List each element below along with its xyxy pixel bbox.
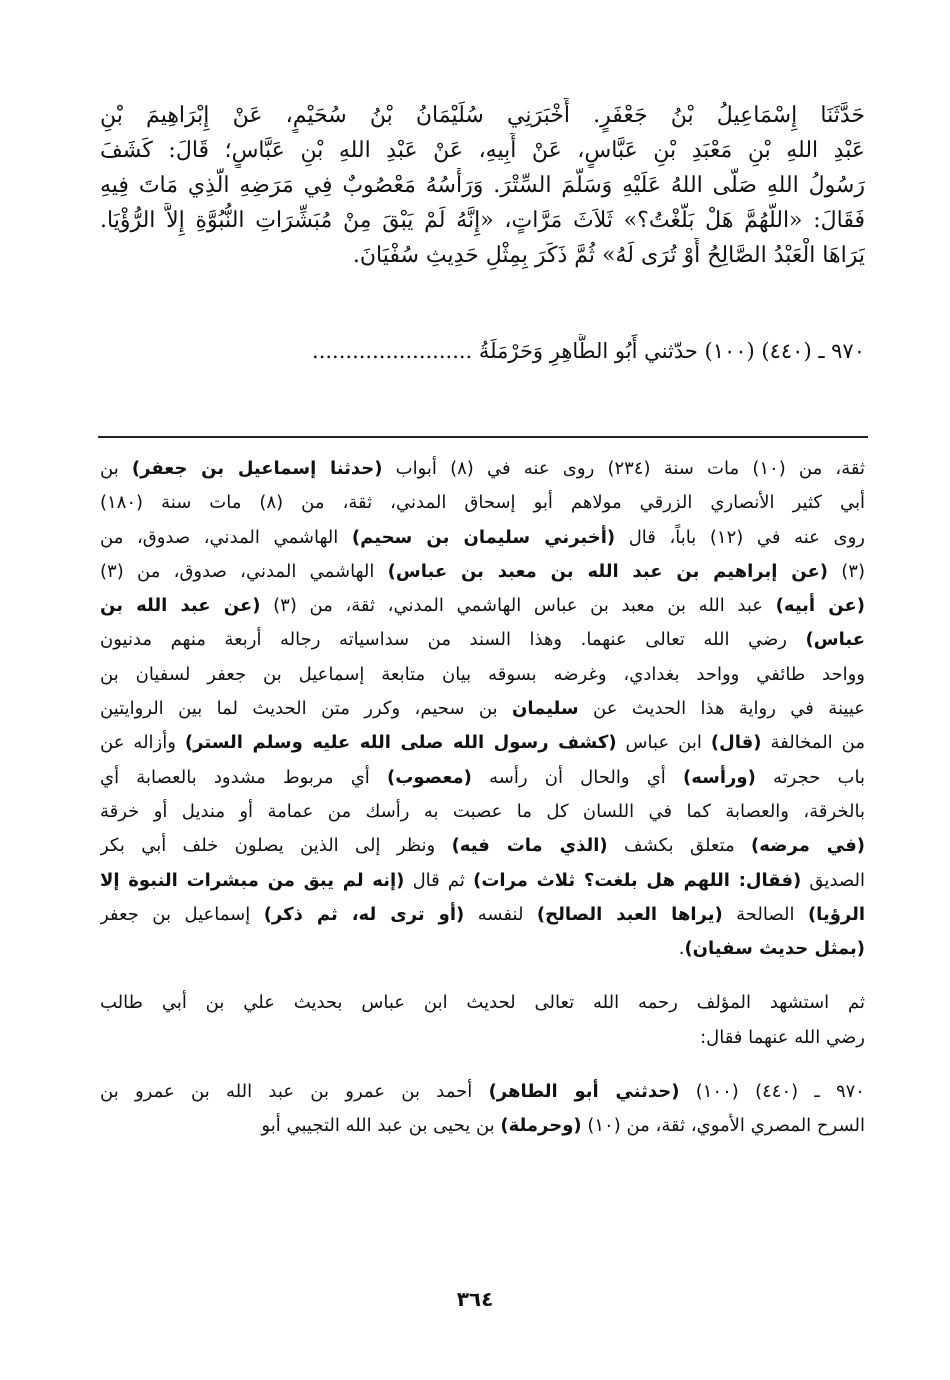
bold-quoted-text: (حدثنا إسماعيل بن جعفر) — [131, 458, 383, 479]
paragraph — [100, 452, 865, 966]
bold-quoted-text: (أو ترى له، ثم ذكر) — [263, 903, 465, 925]
text-segment: رضي الله عنهما فقال: — [700, 1026, 865, 1048]
text-segment: الهاشمي المدني، صدوق، من (٣) — [100, 560, 388, 582]
text-segment: ابن عباس — [616, 732, 711, 754]
text-segment: من المخالفة — [761, 732, 865, 754]
bold-quoted-text: (الذي مات فيه) — [451, 835, 608, 857]
text-line — [100, 986, 865, 1020]
bold-quoted-text: (قال) — [710, 732, 762, 754]
bold-quoted-text: (إنه لم يبق من مبشرات النبوة إلا — [100, 869, 405, 891]
text-segment: أبي كثير الأنصاري الزرقي مولاهم أبو إسحاق المدني، ثقة، من (٨) مات سنة (١٨٠) — [100, 492, 865, 514]
bold-quoted-text: عباس) — [805, 629, 865, 651]
text-line — [100, 486, 865, 520]
text-segment: روى عنه في (١٢) باباً، قال — [615, 526, 865, 548]
text-segment: ٩٧٠ ـ (٤٤٠) (١٠٠) — [679, 1081, 865, 1103]
text-segment: حَدَّثَنَا إِسْمَاعِيلُ بْنُ جَعْفَرٍ. أَخْبَرَنِي سُلَيْمَانُ بْنُ سُحَيْمٍ، عَنْ إِبْرَاهِيمَ بْنِ — [100, 103, 865, 128]
bold-quoted-text: (عن إبراهيم بن عبد الله بن معبد بن عباس) — [387, 560, 828, 582]
paragraph — [100, 98, 865, 273]
text-line — [100, 555, 865, 589]
text-segment: أي والحال أن رأسه — [471, 766, 684, 788]
bold-quoted-text: (أخبرني سليمان بن سحيم) — [351, 526, 616, 548]
bold-quoted-text: (يراها العبد الصالح) — [536, 903, 723, 925]
text-segment: عبد الله بن معبد بن عباس الهاشمي المدني، ثقة، من (٣) — [260, 595, 776, 617]
bold-quoted-text: الرؤيا) — [807, 903, 865, 925]
text-line — [100, 623, 865, 657]
text-line — [100, 334, 865, 369]
text-segment: الهاشمي المدني، صدوق، من — [100, 526, 352, 548]
text-segment: وأزاله عن — [100, 732, 185, 754]
bold-quoted-text: سليمان — [512, 698, 579, 720]
text-segment: (٣) — [827, 560, 865, 582]
text-segment: يَرَاهَا الْعَبْدُ الصَّالِحُ أَوْ تُرَى لَهُ» ثُمَّ ذَكَرَ بِمِثْلِ حَدِيثِ سُفْيَانَ. — [352, 243, 865, 268]
text-segment: أي مربوط مشدود بالعصابة أي — [100, 766, 388, 788]
text-segment: بن — [100, 458, 132, 479]
commentary-text — [100, 452, 865, 1164]
text-segment: ٩٧٠ ـ (٤٤٠) (١٠٠) حدّثني أَبُو الطَّاهِرِ وَحَرْمَلَةُ ........................ — [312, 339, 865, 363]
bold-quoted-text: (عن عبد الله بن — [100, 595, 261, 617]
text-line — [100, 203, 865, 238]
text-segment: إسماعيل بن جعفر — [100, 903, 264, 925]
text-segment: متعلق بكشف — [607, 835, 752, 857]
bold-quoted-text: (حدثني أبو الطاهر) — [488, 1081, 680, 1103]
page-number: ٣٦٤ — [456, 1287, 494, 1311]
hadith-text — [100, 98, 865, 293]
text-segment: الصديق — [801, 869, 865, 891]
text-line — [100, 589, 865, 623]
text-line — [100, 1021, 865, 1055]
text-line — [100, 932, 865, 966]
text-segment: . — [678, 938, 685, 960]
text-segment: بالخرقة، والعصابة كما في اللسان كل ما عصبت به رأسك من عمامة أو منديل أو خرقة — [100, 800, 865, 822]
bold-quoted-text: (في مرضه) — [751, 835, 865, 857]
text-line — [100, 829, 865, 863]
text-segment: عيينة في رواية هذا الحديث عن — [578, 698, 865, 720]
text-line — [100, 133, 865, 168]
text-segment: باب حجرته — [755, 766, 865, 788]
text-line — [100, 98, 865, 133]
text-line — [100, 726, 865, 760]
text-segment: السرح المصري الأموي، ثقة، من (١٠) — [581, 1115, 865, 1137]
text-segment: لنفسه — [464, 903, 537, 925]
text-segment: بن سحيم، وكرر متن الحديث لما بين الروايتين — [100, 698, 512, 720]
text-segment: ثقة، من (١٠) مات سنة (٢٣٤) روى عنه في (٨) أبواب — [382, 458, 865, 479]
bold-quoted-text: (فقال: اللهم هل بلغت؟ ثلاث مرات) — [473, 869, 802, 891]
text-segment: ونظر إلى الذين يصلون خلف أبي بكر — [100, 835, 452, 857]
footnote-divider — [98, 436, 868, 438]
text-segment: وواحد طائفي وواحد بغدادي، وغرضه بسوقه بيان متابعة إسماعيل بن جعفر لسفيان بن — [100, 663, 865, 685]
text-line — [100, 761, 865, 795]
text-line — [100, 898, 865, 932]
paragraph — [100, 334, 865, 369]
text-line — [100, 864, 865, 898]
text-line — [100, 452, 865, 486]
text-segment: أحمد بن عمرو بن عبد الله بن عمرو بن — [100, 1081, 489, 1103]
bold-quoted-text: (كشف رسول الله صلى الله عليه وسلم الستر) — [184, 732, 617, 754]
text-line — [100, 521, 865, 555]
bold-quoted-text: (عن أبيه) — [775, 595, 865, 617]
text-segment: رَسُولُ اللهِ صَلَّى اللهُ عَلَيْهِ وَسَلَّمَ السِّتْرَ. وَرَأْسُهُ مَعْصُوبٌ فِي مَرَضِهِ الَّذِي مَاتَ فِيهِ — [100, 173, 865, 198]
bold-quoted-text: (معصوب) — [387, 766, 472, 788]
bold-quoted-text: (وحرملة) — [500, 1115, 582, 1137]
text-line — [100, 795, 865, 829]
bold-quoted-text: (ورأسه) — [683, 766, 756, 788]
next-hadith-heading — [100, 334, 865, 389]
text-line — [100, 168, 865, 203]
text-line — [100, 1075, 865, 1109]
paragraph — [100, 1075, 865, 1144]
text-line — [100, 692, 865, 726]
text-segment: عَبْدِ اللهِ بْنِ مَعْبَدِ بْنِ عَبَّاسٍ، عَنْ أَبِيهِ، عَنْ عَبْدِ اللهِ بْنِ عَبَّاسٍ؛ قَالَ: كَشَفَ — [100, 138, 865, 163]
bold-quoted-text: (بمثل حديث سفيان) — [684, 938, 865, 960]
paragraph — [100, 986, 865, 1055]
text-segment: بن يحيى بن عبد الله التجيبي أبو — [261, 1115, 501, 1137]
text-segment: الصالحة — [722, 903, 808, 925]
text-line — [100, 1109, 865, 1143]
text-segment: فَقَالَ: «اللَّهُمَّ هَلْ بَلَّغْتُ؟» ثَلاَثَ مَرَّاتٍ، «إِنَّهُ لَمْ يَبْقَ مِنْ مُبَشِّرَاتِ النُّبُوَّةِ إِلاَّ الرُّؤْيَا. — [100, 208, 865, 233]
text-segment: ثم قال — [404, 869, 474, 891]
text-line — [100, 238, 865, 273]
text-segment: رضي الله تعالى عنهما. وهذا السند من سداسياته رجاله أربعة منهم مدنيون — [100, 629, 806, 651]
text-line — [100, 658, 865, 692]
text-segment: ثم استشهد المؤلف رحمه الله تعالى لحديث ابن عباس بحديث علي بن أبي طالب — [100, 992, 865, 1014]
